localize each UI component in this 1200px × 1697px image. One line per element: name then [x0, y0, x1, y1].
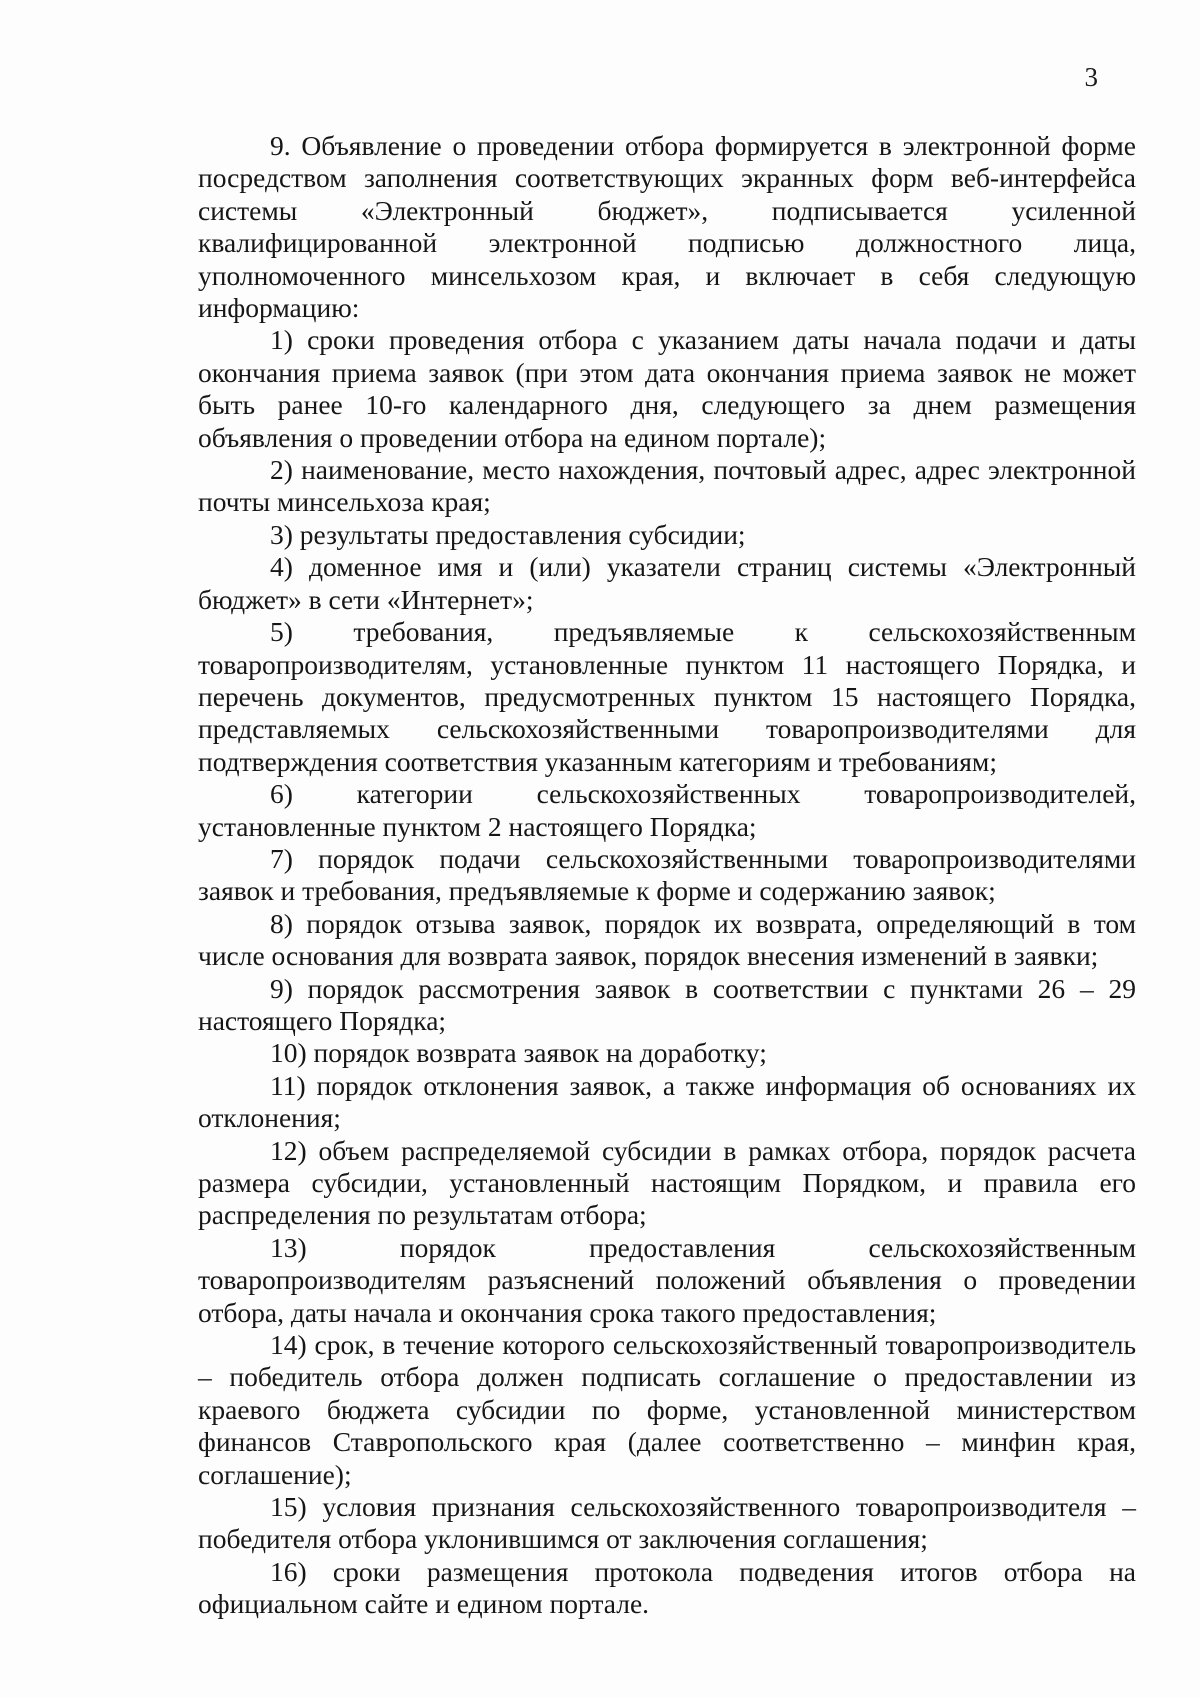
list-item-16: 16) сроки размещения протокола подведения итогов отбора на официальном сайте и едином портале. — [198, 1555, 1136, 1620]
list-item-1: 1) сроки проведения отбора с указанием даты начала подачи и даты окончания приема заявок (при этом дата окончания приема заявок не может быть ранее 10-го календарного дня, следующего за днем размещения объявления о проведении отбора на едином портале); — [198, 324, 1136, 453]
list-item-11: 11) порядок отклонения заявок, а также информация об основаниях их отклонения; — [198, 1069, 1136, 1134]
list-item-2: 2) наименование, место нахождения, почтовый адрес, адрес электронной почты минсельхоза края; — [198, 454, 1136, 518]
list-item-13: 13) порядок предоставления сельскохозяйственным товаропроизводителям разъяснений положений объявления о проведении отбора, даты начала и окончания срока такого предоставления; — [198, 1231, 1136, 1328]
list-item-14: 14) срок, в течение которого сельскохозяйственный товаропроизводитель – победитель отбора должен подписать соглашение о предоставлении из краевого бюджета субсидии по форме, установленной министерством финансов Ставропольского края (далее соответственно – минфин края, соглашение); — [198, 1329, 1136, 1490]
paragraph-9-intro: 9. Объявление о проведении отбора формируется в электронной форме посредством заполнения соответствующих экранных форм веб-интерфейса системы «Электронный бюджет», подписывается усиленной квалифицированной электронной подписью должностного лица, уполномоченного минсельхозом края, и включает в себя следующую информацию: — [198, 130, 1136, 324]
list-item-8: 8) порядок отзыва заявок, порядок их возврата, определяющий в том числе основания для возврата заявок, порядок внесения изменений в заявки; — [198, 907, 1136, 972]
list-item-5: 5) требования, предъявляемые к сельскохозяйственным товаропроизводителям, установленные пунктом 11 настоящего Порядка, и перечень документов, предусмотренных пунктом 15 настоящего Порядка, представляемых сельскохозяйственными товаропроизводителями для подтверждения соответствия указанным категориям и требованиям; — [198, 616, 1136, 777]
list-item-9: 9) порядок рассмотрения заявок в соответствии с пунктами 26 – 29 настоящего Порядка; — [198, 972, 1136, 1036]
list-item-15: 15) условия признания сельскохозяйственного товаропроизводителя – победителя отбора уклонившимся от заключения соглашения; — [198, 1491, 1136, 1555]
list-item-4: 4) доменное имя и (или) указатели страниц системы «Электронный бюджет» в сети «Интернет»; — [198, 551, 1136, 615]
list-item-12: 12) объем распределяемой субсидии в рамках отбора, порядок расчета размера субсидии, установленный настоящим Порядком, и правила его распределения по результатам отбора; — [198, 1134, 1136, 1231]
list-item-6: 6) категории сельскохозяйственных товаропроизводителей, установленные пунктом 2 настоящего Порядка; — [198, 778, 1136, 842]
list-item-10: 10) порядок возврата заявок на доработку; — [270, 1037, 767, 1069]
page-number: 3 — [1084, 62, 1098, 92]
list-item-7: 7) порядок подачи сельскохозяйственными товаропроизводителями заявок и требования, предъявляемые к форме и содержанию заявок; — [198, 842, 1136, 907]
list-item-3: 3) результаты предоставления субсидии; — [270, 518, 746, 550]
document-body — [198, 130, 1136, 1621]
